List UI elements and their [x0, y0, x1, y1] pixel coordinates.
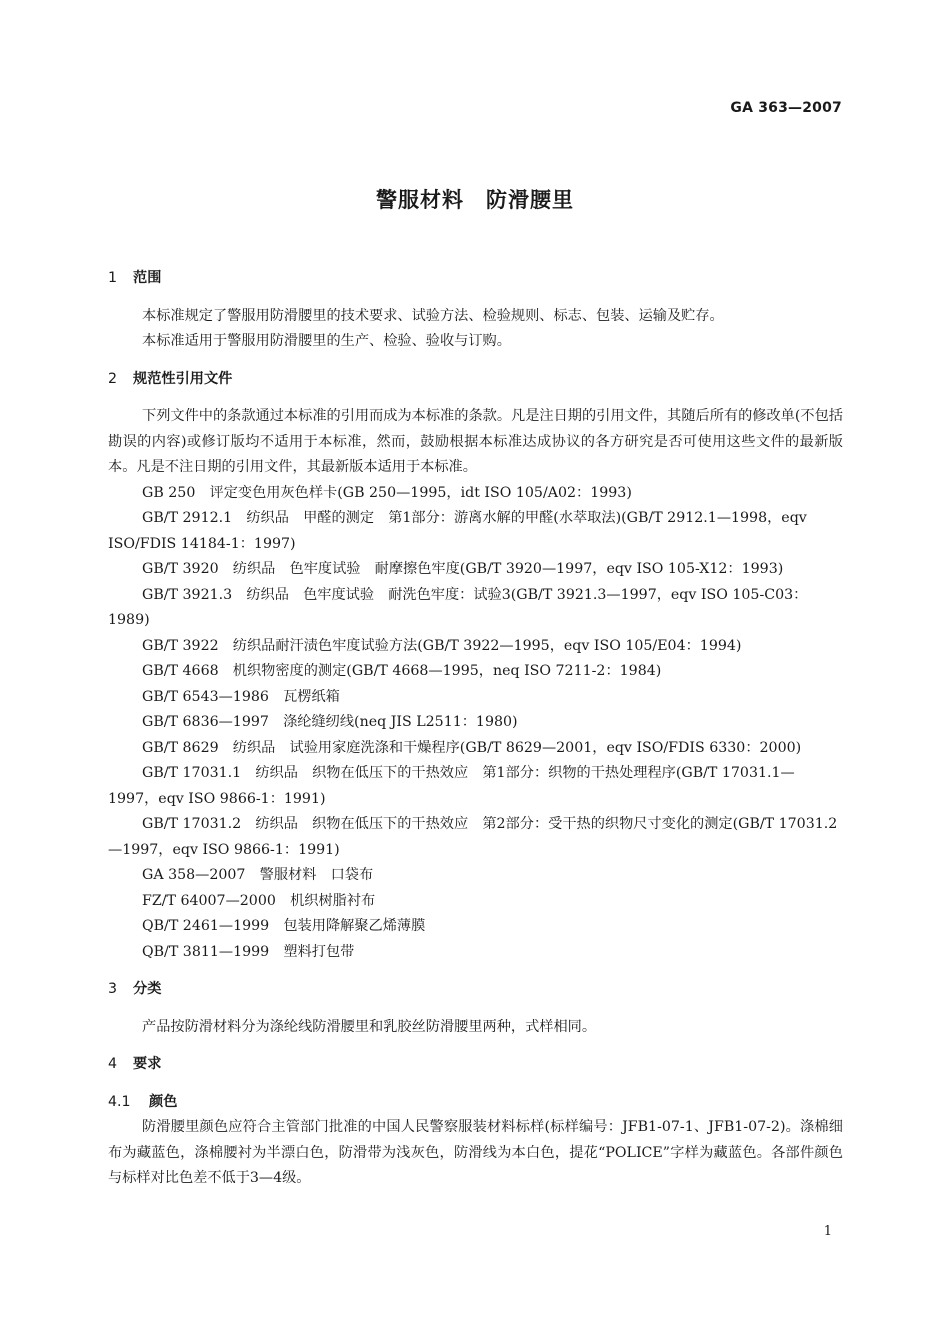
- section-number: 4: [108, 1056, 118, 1072]
- paragraph: 本标准规定了警服用防滑腰里的技术要求、试验方法、检验规则、标志、包装、运输及贮存。: [142, 307, 724, 324]
- section-1-heading: [108, 266, 843, 292]
- section-number: 3: [108, 981, 118, 997]
- reference-item: GB/T 4668 机织物密度的测定(GB/T 4668—1995，neq ISO 7211-2：1984): [142, 663, 662, 679]
- paragraph: 产品按防滑材料分为涤纶线防滑腰里和乳胶丝防滑腰里两种，式样相同。: [142, 1018, 597, 1035]
- section-title: 分类: [133, 981, 162, 997]
- section-3-heading: [108, 977, 843, 1003]
- section-number: 2: [108, 370, 118, 387]
- standard-number: GA 363—2007: [730, 100, 842, 116]
- reference-item: GB/T 8629 纺织品 试验用家庭洗涤和干燥程序(GB/T 8629—2001，eqv ISO/FDIS 6330：2000): [142, 739, 802, 756]
- section-number: 1: [108, 270, 118, 286]
- subsection-number: 4.1: [108, 1093, 131, 1110]
- paragraph: 下列文件中的条款通过本标准的引用而成为本标准的条款。凡是注日期的引用文件，其随后所有的修改单(不包括勘误的内容)或修订版均不适用于本标准，然而，鼓励根据本标准达成协议的各方研究是否可使用这些文件的最新版本。凡是不注日期的引用文件，其最新版本适用于本标准。: [108, 408, 843, 475]
- reference-item: FZ/T 64007—2000 机织树脂衬布: [142, 892, 376, 909]
- reference-item: GB/T 6543—1986 瓦楞纸箱: [142, 688, 340, 705]
- reference-item: QB/T 3811—1999 塑料打包带: [142, 943, 355, 960]
- reference-item: GB/T 6836—1997 涤纶缝纫线(neq JIS L2511：1980): [142, 714, 518, 730]
- reference-item: GB/T 2912.1 纺织品 甲醛的测定 第1部分：游离水解的甲醛(水萃取法)(GB/T 2912.1—1998，eqv ISO/FDIS 14184-1：1997): [108, 510, 807, 552]
- reference-item: GB 250 评定变色用灰色样卡(GB 250—1995，idt ISO 105/A02：1993): [142, 484, 632, 501]
- paragraph: 本标准适用于警服用防滑腰里的生产、检验、验收与订购。: [142, 333, 511, 349]
- reference-item: GB/T 3921.3 纺织品 色牢度试验 耐洗色牢度：试验3(GB/T 3921.3—1997，eqv ISO 105-C03：1989): [108, 586, 808, 628]
- reference-item: GA 358—2007 警服材料 口袋布: [142, 867, 374, 883]
- section-2-heading: [108, 367, 843, 393]
- section-title: 要求: [133, 1056, 162, 1072]
- reference-item: QB/T 2461—1999 包装用降解聚乙烯薄膜: [142, 918, 426, 934]
- reference-item: GB/T 3922 纺织品耐汗渍色牢度试验方法(GB/T 3922—1995，eqv ISO 105/E04：1994): [142, 637, 742, 654]
- section-title: 规范性引用文件: [133, 370, 233, 387]
- page-number: 1: [823, 1224, 832, 1239]
- reference-item: GB/T 17031.2 纺织品 织物在低压下的干热效应 第2部分：受干热的织物尺寸变化的测定(GB/T 17031.2—1997，eqv ISO 9866-1：1991): [108, 816, 838, 858]
- section-4-heading: [108, 1052, 843, 1078]
- subsection-title: 颜色: [149, 1093, 178, 1110]
- section-title: 范围: [133, 270, 162, 286]
- document-body: [108, 266, 843, 1192]
- reference-item: GB/T 3920 纺织品 色牢度试验 耐摩擦色牢度(GB/T 3920—1997，eqv ISO 105-X12：1993): [142, 561, 784, 577]
- paragraph: 防滑腰里颜色应符合主管部门批准的中国人民警察服装材料标样(标样编号：JFB1-07-1、JFB1-07-2)。涤棉细布为藏蓝色，涤棉腰衬为半漂白色，防滑带为浅灰色，防滑线为本白色，提花“POLICE”字样为藏蓝色。各部件颜色与标样对比色差不低于3—4级。: [108, 1119, 843, 1186]
- reference-item: GB/T 17031.1 纺织品 织物在低压下的干热效应 第1部分：织物的干热处理程序(GB/T 17031.1—1997，eqv ISO 9866-1：1991): [108, 765, 795, 807]
- document-title: 警服材料 防滑腰里: [376, 188, 574, 212]
- subsection-4-1-heading: [108, 1090, 843, 1116]
